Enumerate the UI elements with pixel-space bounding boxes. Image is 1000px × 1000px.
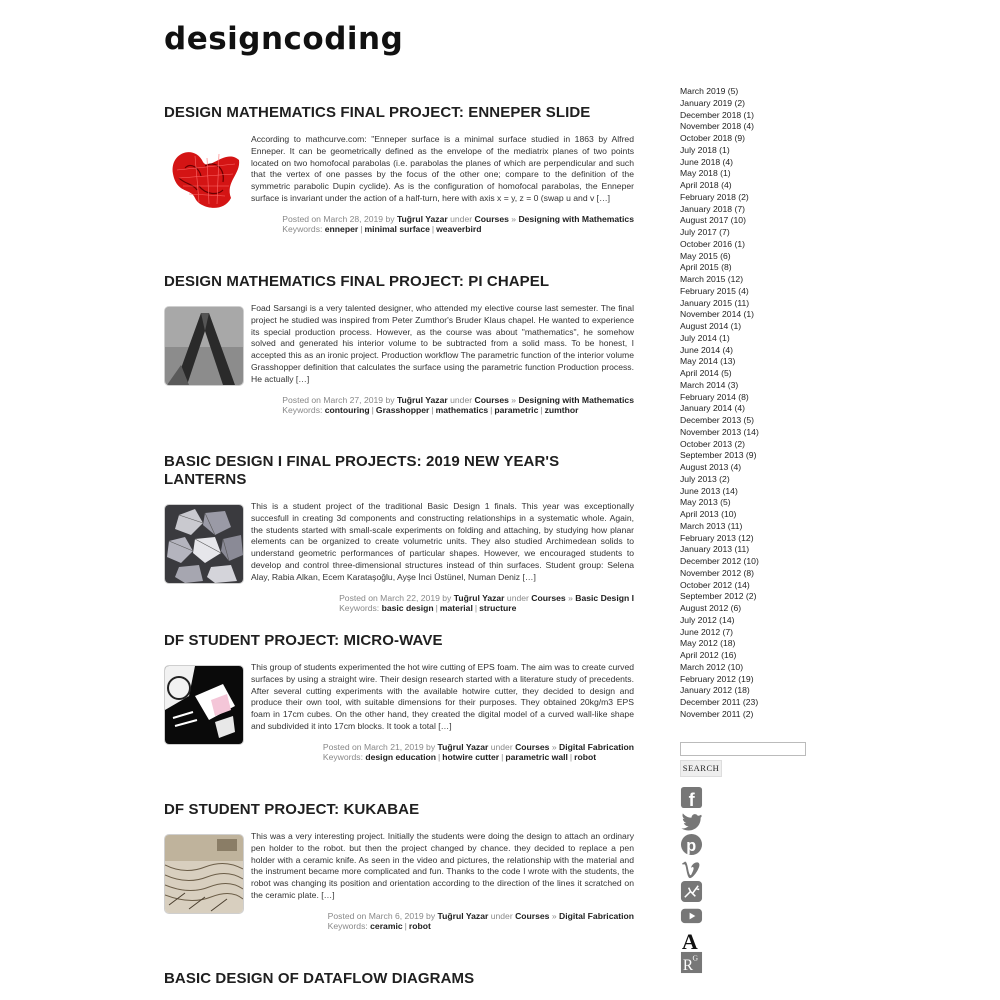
post-title[interactable]: DESIGN MATHEMATICS FINAL PROJECT: PI CHAPEL bbox=[164, 273, 550, 290]
post-excerpt: This group of students experimented the hot wire cutting of EPS foam. The aim was to create curved surfaces by using a straight wire. Their design research started with a literature study of precedents. After several cutting experiments with the available hotwire cutter, they decided to design and produce their own tool, with suitable dimensions for their purposes. They obtained 20kg/m3 EPS foam in 17cm cubes. On the other hand, they created the digital model of a curved wall-like shape and subdivided it into 17cm blocks. It took a total […] bbox=[251, 662, 634, 731]
keyword-link[interactable]: parametric wall bbox=[505, 751, 568, 762]
academia-icon[interactable] bbox=[680, 928, 703, 951]
keywords-label: Keywords: bbox=[282, 404, 323, 415]
under-text: under bbox=[450, 394, 473, 405]
researchgate-icon[interactable] bbox=[680, 951, 703, 974]
post-date: Posted on March 6, 2019 by bbox=[327, 910, 436, 921]
grasshopper-icon[interactable] bbox=[680, 880, 703, 903]
archive-link[interactable]: November 2011 (2) bbox=[680, 708, 754, 719]
archive-link[interactable]: August 2014 (1) bbox=[680, 321, 742, 331]
archive-link[interactable]: April 2015 (8) bbox=[680, 262, 732, 273]
archive-link[interactable]: March 2012 (10) bbox=[680, 661, 744, 672]
post-excerpt: This was a very interesting project. Initially the students were doing the design to attach an ordinary pen holder to the robot. but then the project changed by chance. they decided to replace a pen holder with a ceramic knife. As seen in the video and pictures, the relationship with the material and the instrument became more complicated and fun. Thanks to the code I wrote with the students, the robot was changing its position and orientation according to the direction of the lines it scratched on the ceramic plate. […] bbox=[251, 831, 634, 900]
archive-link[interactable]: August 2017 (10) bbox=[680, 215, 746, 226]
search-button[interactable]: SEARCH bbox=[680, 760, 722, 777]
facebook-icon[interactable] bbox=[680, 786, 703, 809]
archive-link[interactable]: February 2012 (19) bbox=[680, 673, 754, 684]
archive-link[interactable]: May 2013 (5) bbox=[680, 497, 731, 508]
archive-link[interactable]: February 2013 (12) bbox=[680, 532, 754, 543]
category-arrow: » bbox=[511, 213, 517, 224]
researchgate-superscript: G bbox=[692, 953, 698, 963]
post-thumbnail[interactable] bbox=[164, 504, 244, 584]
archive-link[interactable]: November 2018 (4) bbox=[680, 121, 755, 132]
keyword-link[interactable]: hotwire cutter bbox=[442, 751, 500, 762]
post-body bbox=[164, 303, 634, 415]
under-text: under bbox=[490, 741, 513, 752]
under-text: under bbox=[506, 592, 529, 603]
archive-link[interactable]: September 2013 (9) bbox=[680, 450, 757, 461]
archive-link[interactable]: October 2018 (9) bbox=[680, 133, 745, 143]
archive-link[interactable]: July 2014 (1) bbox=[680, 332, 730, 343]
archive-list bbox=[680, 86, 820, 721]
post-title[interactable]: DF STUDENT PROJECT: MICRO-WAVE bbox=[164, 632, 443, 649]
archive-link[interactable]: March 2019 (5) bbox=[680, 86, 739, 96]
archive-link[interactable]: February 2015 (4) bbox=[680, 285, 749, 296]
vimeo-icon[interactable] bbox=[680, 857, 703, 880]
keyword-link[interactable]: structure bbox=[479, 602, 517, 613]
keyword-link[interactable]: enneper bbox=[324, 223, 359, 234]
archive-link[interactable]: December 2013 (5) bbox=[680, 415, 755, 425]
post-thumbnail[interactable] bbox=[164, 665, 244, 745]
post-category[interactable]: Courses bbox=[531, 592, 566, 603]
academia-glyph: A bbox=[681, 928, 698, 951]
keyword-separator: | bbox=[431, 404, 434, 415]
social-links bbox=[680, 786, 704, 975]
post bbox=[164, 801, 634, 931]
archive-link[interactable]: June 2012 (7) bbox=[680, 626, 734, 637]
under-text: under bbox=[490, 910, 513, 921]
keyword-link[interactable]: mathematics bbox=[435, 404, 489, 415]
archive-link[interactable]: July 2018 (1) bbox=[680, 144, 730, 155]
archive-link[interactable]: September 2012 (2) bbox=[680, 591, 757, 602]
post-category[interactable]: Courses bbox=[474, 213, 509, 224]
post-meta bbox=[339, 593, 634, 613]
archive-link[interactable]: December 2012 (10) bbox=[680, 556, 759, 566]
post-date: Posted on March 22, 2019 by bbox=[339, 592, 452, 603]
keyword-separator: | bbox=[360, 223, 363, 234]
archive-link[interactable]: January 2018 (7) bbox=[680, 203, 745, 214]
post-thumbnail[interactable] bbox=[164, 834, 244, 914]
post-date: Posted on March 28, 2019 by bbox=[282, 213, 395, 224]
post-author[interactable]: Tuğrul Yazar bbox=[396, 213, 448, 224]
archive-link[interactable]: February 2018 (2) bbox=[680, 191, 749, 202]
post-title[interactable]: DF STUDENT PROJECT: KUKABAE bbox=[164, 801, 420, 818]
post-subcategory[interactable]: Designing with Mathematics bbox=[518, 394, 634, 405]
post-title[interactable]: BASIC DESIGN I FINAL PROJECTS: 2019 NEW YEAR'S LANTERNS bbox=[164, 453, 560, 488]
keyword-link[interactable]: minimal surface bbox=[364, 223, 430, 234]
keywords-label: Keywords: bbox=[322, 751, 363, 762]
archive-link[interactable]: July 2012 (14) bbox=[680, 614, 735, 625]
archive-link[interactable]: May 2018 (1) bbox=[680, 168, 731, 179]
category-arrow: » bbox=[568, 592, 573, 603]
keywords-label: Keywords: bbox=[339, 602, 380, 613]
archive-link[interactable]: October 2012 (14) bbox=[680, 579, 750, 590]
category-arrow: » bbox=[511, 394, 517, 405]
post bbox=[164, 453, 634, 613]
archive-link[interactable]: May 2015 (6) bbox=[680, 250, 731, 261]
post-body bbox=[164, 831, 634, 931]
keyword-link[interactable]: basic design bbox=[381, 602, 434, 613]
post bbox=[164, 273, 634, 415]
post-meta bbox=[328, 911, 634, 931]
researchgate-glyph: R bbox=[682, 957, 694, 975]
post-category[interactable]: Courses bbox=[515, 910, 550, 921]
keyword-separator: | bbox=[569, 751, 573, 762]
search-input[interactable] bbox=[680, 742, 806, 756]
youtube-icon[interactable] bbox=[680, 904, 703, 927]
keyword-separator: | bbox=[501, 751, 504, 762]
post bbox=[164, 104, 634, 234]
keyword-link[interactable]: parametric bbox=[494, 404, 539, 415]
post-thumbnail[interactable] bbox=[164, 137, 244, 217]
post-category[interactable]: Courses bbox=[474, 394, 509, 405]
post-body bbox=[164, 134, 634, 234]
archive-link[interactable]: October 2016 (1) bbox=[680, 238, 745, 249]
pinterest-glyph: p bbox=[686, 837, 697, 856]
keyword-separator: | bbox=[404, 920, 407, 931]
archive-link[interactable]: July 2013 (2) bbox=[680, 473, 730, 484]
archive-link[interactable]: March 2014 (3) bbox=[680, 379, 739, 390]
pinterest-icon[interactable] bbox=[680, 833, 703, 856]
keyword-separator: | bbox=[431, 223, 435, 234]
archive-sidebar bbox=[680, 86, 820, 721]
archive-link[interactable]: December 2018 (1) bbox=[680, 109, 755, 120]
post-author[interactable]: Tuğrul Yazar bbox=[437, 910, 489, 921]
archive-link[interactable]: May 2012 (18) bbox=[680, 638, 736, 649]
archive-link[interactable]: April 2013 (10) bbox=[680, 509, 737, 519]
keyword-link[interactable]: Grasshopper bbox=[375, 404, 430, 415]
under-text: under bbox=[450, 213, 473, 224]
keyword-separator: | bbox=[540, 404, 543, 415]
archive-link[interactable]: June 2013 (14) bbox=[680, 485, 738, 496]
category-arrow: » bbox=[551, 741, 557, 752]
keyword-link[interactable]: material bbox=[439, 602, 473, 613]
archive-link[interactable]: January 2014 (4) bbox=[680, 403, 745, 414]
post-thumbnail[interactable] bbox=[164, 306, 244, 386]
post bbox=[164, 632, 634, 762]
post-subcategory[interactable]: Designing with Mathematics bbox=[518, 213, 634, 224]
archive-link[interactable]: October 2013 (2) bbox=[680, 438, 745, 449]
post-body bbox=[164, 501, 634, 613]
archive-link[interactable]: March 2013 (11) bbox=[680, 520, 743, 531]
keyword-separator: | bbox=[474, 602, 478, 613]
keyword-link[interactable]: robot bbox=[574, 751, 597, 762]
post-title[interactable]: BASIC DESIGN OF DATAFLOW DIAGRAMS bbox=[164, 970, 475, 987]
archive-link[interactable]: May 2014 (13) bbox=[680, 356, 736, 367]
keyword-link[interactable]: zumthor bbox=[544, 404, 579, 415]
archive-link[interactable]: January 2015 (11) bbox=[680, 297, 750, 308]
post-category[interactable]: Courses bbox=[515, 741, 550, 752]
post-author[interactable]: Tuğrul Yazar bbox=[453, 592, 505, 603]
post-excerpt: This is a student project of the traditional Basic Design 1 finals. This year was exceptionally succesfull in creating 3d components and constructing relationships in a systematic whole. Again, the students started with small-scale experiments on folding and attaching, by studying how planar elements can be organized to create volumetric units. They also studied Archimedean solids to understand geometric performances of particular shapes. However, we encouraged students to develop and control three-dimensional structures instead of thin surfaces. Student group: Selena Alay, Rabia Alkan, Ecem Karataşoğlu, Ayşe İnci Üstünel, Numan Deniz […] bbox=[251, 501, 634, 582]
post-subcategory[interactable]: Digital Fabrication bbox=[559, 910, 634, 921]
post-excerpt: According to mathcurve.com: "Enneper surface is a minimal surface studied in 1863 by Alfred Enneper. It can be geometrically defined as the envelope of the mediatrix planes of two points located on two homofocal parabolas (i.e. parabolas the planes of which are perpendicular and such that the vertex of one passes by the focus of the other one; compare to the definition of the symmetric parabolic Dupin cyclide). As is the configuration of homofocal parabolas, the Enneper surface is invariant under the action of a half-turn, here with axis x = y, z = 0 (swap u and v […] bbox=[251, 134, 634, 203]
post-subcategory[interactable]: Basic Design I bbox=[575, 592, 634, 603]
archive-link[interactable]: February 2014 (8) bbox=[680, 391, 749, 402]
post-meta bbox=[282, 395, 634, 415]
archive-link[interactable]: November 2014 (1) bbox=[680, 309, 755, 320]
category-arrow: » bbox=[551, 910, 557, 921]
archive-link[interactable]: April 2012 (16) bbox=[680, 650, 737, 660]
archive-link[interactable]: January 2013 (11) bbox=[680, 544, 750, 555]
archive-link[interactable]: June 2018 (4) bbox=[680, 156, 734, 167]
keywords-label: Keywords: bbox=[327, 920, 368, 931]
archive-link[interactable]: June 2014 (4) bbox=[680, 344, 734, 355]
post-date: Posted on March 27, 2019 by bbox=[282, 394, 395, 405]
keyword-separator: | bbox=[371, 404, 374, 415]
keyword-separator: | bbox=[435, 602, 438, 613]
archive-link[interactable]: August 2013 (4) bbox=[680, 462, 742, 472]
archive-link[interactable]: November 2012 (8) bbox=[680, 567, 755, 578]
post bbox=[164, 970, 634, 988]
archive-link[interactable]: August 2012 (6) bbox=[680, 603, 742, 613]
post-author[interactable]: Tuğrul Yazar bbox=[396, 394, 448, 405]
archive-link[interactable]: April 2014 (5) bbox=[680, 368, 732, 378]
post-meta bbox=[282, 214, 634, 234]
archive-link[interactable]: January 2019 (2) bbox=[680, 97, 745, 108]
keyword-link[interactable]: design education bbox=[365, 751, 437, 762]
site-logo[interactable]: designcoding bbox=[164, 21, 404, 57]
archive-link[interactable]: March 2015 (12) bbox=[680, 274, 744, 284]
keywords-label: Keywords: bbox=[282, 223, 323, 234]
post-title[interactable]: DESIGN MATHEMATICS FINAL PROJECT: ENNEPER SLIDE bbox=[164, 104, 591, 121]
keyword-link[interactable]: robot bbox=[408, 920, 431, 931]
archive-link[interactable]: April 2018 (4) bbox=[680, 180, 732, 190]
keyword-link[interactable]: contouring bbox=[324, 404, 370, 415]
post-date: Posted on March 21, 2019 by bbox=[322, 741, 436, 752]
post-author[interactable]: Tuğrul Yazar bbox=[437, 741, 489, 752]
keyword-link[interactable]: weaverbird bbox=[436, 223, 482, 234]
post-body bbox=[164, 662, 634, 762]
post-meta bbox=[323, 742, 634, 762]
post-subcategory[interactable]: Digital Fabrication bbox=[559, 741, 634, 752]
archive-link[interactable]: January 2012 (18) bbox=[680, 685, 750, 696]
keyword-link[interactable]: ceramic bbox=[370, 920, 403, 931]
archive-link[interactable]: November 2013 (14) bbox=[680, 426, 759, 437]
facebook-glyph: f bbox=[688, 790, 695, 809]
keyword-separator: | bbox=[438, 751, 441, 762]
twitter-icon[interactable] bbox=[680, 810, 703, 833]
archive-link[interactable]: July 2017 (7) bbox=[680, 227, 730, 237]
post-excerpt: Foad Sarsangi is a very talented designer, who attended my elective course last semester. The final project he studied was inspired from Peter Zumthor's Bruder Klaus chapel. He wanted to experience its special production process. However, as the course was about "mathematics", he somehow solved and generated his interior volume to be subtracted from a solid mass. To be honest, I accepted this as an ironic project. Production workflow The parametric function of the interior volume Grasshopper definition that calculates the surface using the parametric function Production process. He actually […] bbox=[251, 303, 634, 384]
keyword-separator: | bbox=[490, 404, 493, 415]
archive-link[interactable]: December 2011 (23) bbox=[680, 697, 759, 707]
